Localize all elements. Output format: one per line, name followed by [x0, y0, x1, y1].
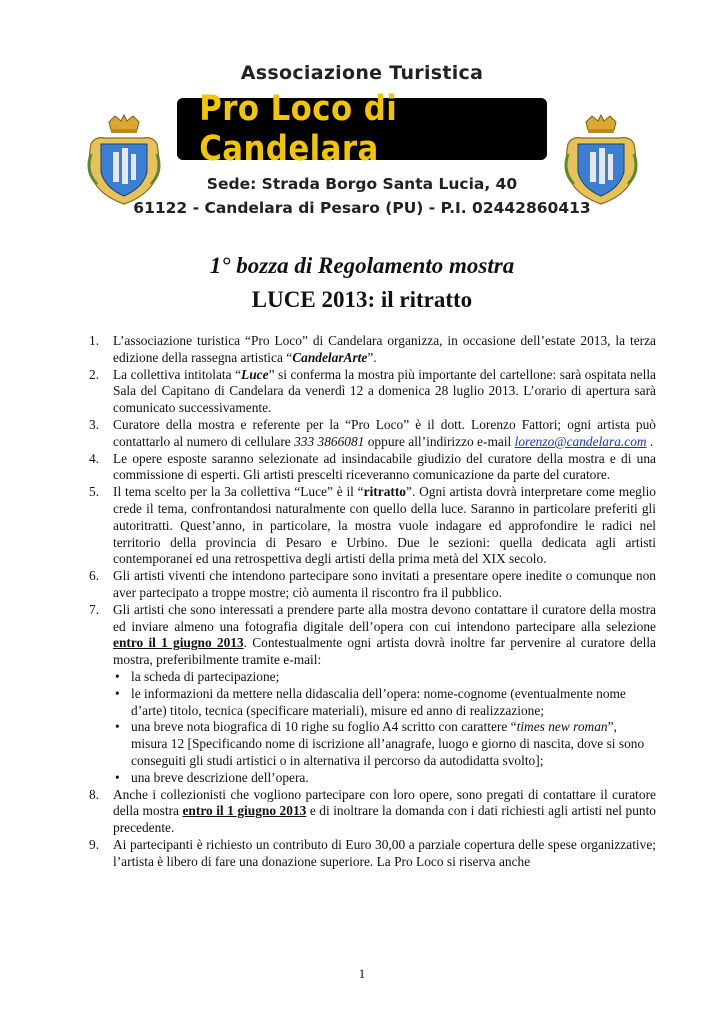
bullet-text: una breve descrizione dell’opera.	[131, 769, 309, 785]
item-text: Curatore della mostra e referente per la “Pro Loco” è il dott. Lorenzo Fattori; ogni artista può contattarlo al numero di cellulare	[113, 416, 656, 449]
bullet-text: le informazioni da mettere nella didascalia dell’opera: nome-cognome (eventualmente nome d’arte) titolo, tecnica (specificare materiali), misure ed anno di realizzazione;	[131, 685, 626, 718]
item-text: Il tema scelto per la 3a collettiva “Luce” è il “	[113, 484, 364, 500]
item-text: . Contestualmente ogni artista dovrà inoltre far pervenire al curatore della mostra, preferibilmente tramite e-mail:	[113, 635, 656, 668]
list-item	[89, 787, 656, 837]
item-text: Anche i collezionisti che vogliono partecipare con loro opere, sono pregati di contattare il curatore della mostra	[113, 786, 656, 819]
deadline: entro il 1 giugno 2013	[182, 803, 307, 819]
item-number: 7.	[89, 601, 100, 617]
theme-word: ritratto	[363, 484, 407, 500]
bullet-item	[113, 686, 656, 720]
list-item	[89, 417, 656, 451]
bullet-icon: •	[115, 685, 120, 701]
item-number: 1.	[89, 333, 100, 348]
item-text: oppure all’indirizzo e-mail	[364, 433, 515, 449]
rules-list	[89, 333, 656, 871]
list-item	[89, 837, 656, 871]
item-number: 3.	[89, 416, 100, 432]
list-item	[89, 333, 656, 367]
draft-heading: 1° bozza di Regolamento mostra	[209, 253, 515, 278]
address-block	[0, 172, 724, 220]
item-number: 6.	[89, 568, 100, 584]
sede-line: Sede: Strada Borgo Santa Lucia, 40	[206, 175, 518, 193]
item-text: Le opere esposte saranno selezionate ad insindacabile giudizio del curatore della mostra e di una commissione di esperti. Gli artisti prescelti riceveranno comunicazione da parte del curatore.	[113, 450, 656, 483]
page-number: 1	[358, 966, 366, 981]
item-text: .	[646, 433, 654, 449]
bullet-item	[113, 669, 656, 686]
event-name: CandelarArte	[292, 349, 368, 365]
item-number: 9.	[89, 836, 100, 852]
item-number: 4.	[89, 450, 100, 466]
item-text: Gli artisti che sono interessati a prendere parte alla mostra devono contattare il curatore della mostra ed inviare almeno una fotografia digitale dell’opera con cui intendono partecipare alla selezione	[113, 601, 656, 634]
item-number: 8.	[89, 786, 100, 802]
requirements-list	[113, 669, 656, 787]
address-line: 61122 - Candelara di Pesaro (PU) - P.I. 02442860413	[133, 199, 591, 217]
item-text: e di inoltrare la domanda con i dati richiesti agli artisti nel punto precedente.	[113, 803, 656, 836]
bullet-text: ”, misura 12 [Specificando nome di iscrizione all’anagrafe, luogo e giorno di nascita, dove si sono conseguiti gli studi artistici o in alternativa il percorso da autodidatta svolto];	[131, 719, 645, 768]
bullet-item	[113, 770, 656, 787]
list-item	[89, 602, 656, 787]
item-number: 5.	[89, 484, 100, 500]
item-text: Gli artisti viventi che intendono partecipare sono invitati a presentare opere inedite o comunque non aver partecipato a troppe mostre; ciò aumenta il riscontro fra il pubblico.	[113, 568, 656, 600]
item-text: ”.	[367, 349, 377, 365]
item-number: 2.	[89, 366, 100, 382]
email-link[interactable]: lorenzo@candelara.com	[514, 433, 647, 449]
font-name: times new roman	[516, 719, 608, 735]
document-title: LUCE 2013: il ritratto	[251, 287, 473, 312]
banner-title: Pro Loco di Candelara	[199, 89, 398, 169]
item-text: ” si conferma la mostra più importante del cartellone: sarà ospitata nella Sala del Capitano di Candelara da venerdì 12 a domenica 28 luglio 2013. L’orario di apertura sarà comunicato successivamente.	[113, 366, 656, 416]
phone-number: 333 3866081	[294, 433, 365, 449]
bullet-icon: •	[115, 668, 120, 684]
item-text: Ai partecipanti è richiesto un contributo di Euro 30,00 a parziale copertura delle spese organizzative; l’artista è libero di fare una donazione superiore. La Pro Loco si riserva anche	[113, 836, 656, 869]
list-item	[89, 451, 656, 485]
bullet-icon: •	[115, 769, 120, 785]
item-text: L’associazione turistica “Pro Loco” di Candelara organizza, in occasione dell’estate 2013, la terza edizione della rassegna artistica “	[113, 333, 656, 365]
bullet-text: una breve nota biografica di 10 righe su foglio A4 scritto con carattere “	[131, 719, 517, 735]
bullet-icon: •	[115, 719, 120, 735]
item-text: ”. Ogni artista dovrà interpretare come meglio crede il tema, confrontandosi naturalmente con quello della luce. Saranno in particolare preferiti gli autoritratti. Quest’anno, in particolare, la mostra vuole indagare ed approfondire le radici nel territorio della provincia di Pesaro e Urbino. Due le sezioni: quella dedicata agli artisti contemporanei ed una retrospettiva degli artisti della prima metà del XIX secolo.	[113, 484, 656, 567]
deadline: entro il 1 giugno 2013	[113, 635, 244, 651]
list-item	[89, 568, 656, 602]
list-item	[89, 367, 656, 417]
pro-loco-banner	[177, 89, 547, 169]
item-text: La collettiva intitolata “	[113, 366, 242, 382]
association-name: Associazione Turistica	[240, 62, 484, 84]
bullet-item	[113, 719, 656, 769]
list-item	[89, 484, 656, 568]
exhibition-name: Luce	[241, 366, 269, 382]
bullet-text: la scheda di partecipazione;	[131, 668, 280, 684]
